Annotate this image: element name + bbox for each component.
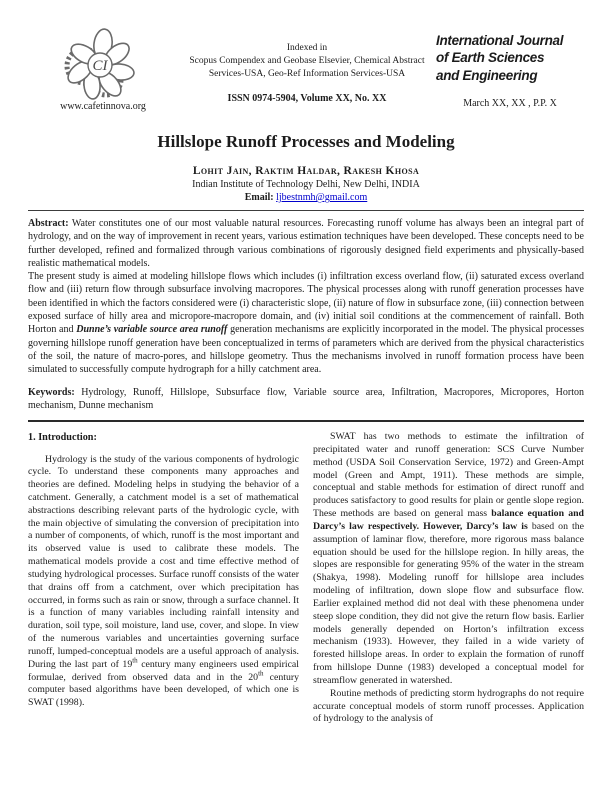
publisher-url: www.cafetinnova.org — [60, 101, 146, 112]
issn-volume-line: ISSN 0974-5904, Volume XX, No. XX — [227, 93, 387, 105]
left-column — [28, 431, 299, 726]
indexed-in-line: Indexed in — [286, 43, 328, 53]
body-divider — [28, 420, 584, 422]
journal-name-line1: International Journal — [436, 33, 564, 48]
keywords-section — [28, 386, 584, 413]
abstract-label: Abstract: — [28, 218, 69, 229]
introduction-heading: 1. Introduction: — [28, 432, 97, 444]
publisher-logo-block — [28, 28, 178, 112]
abstract-paragraph-1 — [28, 217, 584, 270]
routine-methods-paragraph: Routine methods of predicting storm hydrographs do not require accurate conceptual models of storm runoff processes. Application of hydrology to the analysis of — [313, 687, 584, 725]
author-affiliation: Indian Institute of Technology Delhi, New Delhi, INDIA — [192, 179, 420, 190]
two-column-body — [28, 431, 584, 726]
intro-text-c: century computer based algorithms have been developed, of which one is SWAT (1998). — [28, 671, 300, 709]
indexing-services-line2: Services-USA, Geo-Ref Information Services-USA — [208, 68, 406, 79]
right-column — [313, 431, 584, 726]
email-link[interactable]: ljbestnmh@gmail.com — [276, 192, 368, 203]
intro-text-b: century many engineers used empirical formulae, derived from observed data and in the 20 — [28, 658, 299, 683]
superscript-19th: th — [132, 656, 138, 665]
abstract-text-2b: generation mechanisms are explicitly incorporated in the model. The physical processes governing hillslope runoff generation have been conceptualized in terms of parameters which are derived from the physical characteristics of the soil, the nature of macro-pores, and hillslope geometry. Thus the mechanisms involved in runoff formation process have been simulated to successfully compute hydrograph for a hilly catchment area. — [28, 324, 584, 376]
introduction-paragraph — [28, 454, 299, 711]
author-names: Lohit Jain, Raktim Haldar, Rakesh Khosa — [192, 165, 420, 177]
keywords-label: Keywords: — [28, 386, 75, 398]
journal-name-line2: of Earth Sciences — [436, 50, 545, 66]
email-label: Email: — [244, 192, 274, 203]
darcy-law-emphasis: balance equation and Darcy’s law respectively. However, Darcy’s law is — [313, 508, 584, 532]
swat-text-b: based on the assumption of laminar flow, therefore, more rigorous mass balance equation should be used for the hillslope region. In hilly areas, the slopes are responsible for generating 95% of the water in the stream (Shakya, 1998). Modeling runoff for hillslope area includes modeling of infiltration, down slope flow and subsurface flow. Earlier explained method did not deal with these phenomena under steep slope condition, they did not give the return flow basis. Earlier models generally depended on Horton’s infiltration excess mechanism (1933). However, they failed in a wide variety of forested hillslope areas. In order to explain the formation of runoff from hillslope Dunne (1983) developed a conceptual model for streamflow generated in watershed. — [313, 520, 584, 686]
indexing-info — [178, 28, 436, 104]
swat-text-a: SWAT has two methods to estimate the infiltration of precipitated water and runoff generation: SCS Curve Number method (USDA Soil Conservation Service, 1972) and Green-Ampt model (Green and Ampt, 1911). These methods are simple, conceptual and stable methods for estimation of direct runoff and produces satisfactory to good results for plain or gentle slope region. These methods are based on general mass — [313, 431, 584, 520]
logo-monogram: CI — [92, 58, 108, 74]
issue-date-pages: March XX, XX , P.P. X — [463, 97, 557, 109]
abstract-section — [28, 217, 584, 377]
journal-name-block — [436, 28, 584, 109]
swat-paragraph — [313, 431, 584, 688]
page-header — [28, 28, 584, 112]
journal-name-line3: and Engineering — [436, 67, 538, 83]
abstract-text-2a: The present study is aimed at modeling hillslope flows which includes (i) infiltration excess overland flow, (ii) saturated excess overland flow and (iii) return flow through subsurface involving macropores. The physical processes along with runoff generation processes have been identified in which the factors considered were (i) characteristic slope, (ii) nature of flow in subsurface zone, (iii) connection between exposed surface of hilly area and micropore-macropore domain, and (iv) initial soil conditions at the commencement of rainfall. Both Horton and — [28, 271, 584, 336]
flower-logo-icon — [54, 28, 152, 100]
abstract-paragraph-2 — [28, 270, 584, 376]
keywords-list: Hydrology, Runoff, Hillslope, Subsurface flow, Variable source area, Infiltration, Macropores, Micropores, Horton mechanism, Dunne mechanism — [28, 386, 584, 411]
paper-title: Hillslope Runoff Processes and Modeling — [157, 132, 455, 151]
header-divider — [28, 210, 584, 211]
abstract-emphasis-dunne: Dunne’s variable source area runoff — [76, 324, 231, 336]
indexing-services-line1: Scopus Compendex and Geobase Elsevier, Chemical Abstract — [189, 55, 425, 66]
superscript-20th: th — [258, 669, 264, 678]
email-line — [28, 192, 584, 203]
abstract-text-1: Water constitutes one of our most valuable natural resources. Forecasting runoff volume has always been an integral part of hydrology, and on the way of improvement in recent years, various estimation techniques have been developed. These concepts need to be further developed, refined and formalized through various combinations of rigorously designed field experiments and physically-based realistic mathematical models. — [28, 218, 584, 269]
intro-text-a: Hydrology is the study of the various components of hydrologic cycle. To understand these components many approaches and theories are defined. Modeling helps in studying the behavior of a catchment. Generally, a catchment model is a set of mathematical abstractions describing relevant parts of the hydrologic cycle, with the main objective of simulating the conversion of precipitation into a number of components, of which, runoff is the most important and its observed value is used to calibrate these models. The mathematical models provide a cost and time effective method of studying hydrological processes. Surface runoff consists of the water that drains off from a catchment, over which precipitation has occurred, in forms such as rain or snow, through a surface channel. It is a function of many variables including rainfall intensity and duration, soil type, soil moisture, land use, cover, and slope. In view of the numerous variables and uncertainties governing surface runoff, lumped-conceptual models are a useful approach of analysis. During the last part of 19 — [28, 453, 299, 670]
